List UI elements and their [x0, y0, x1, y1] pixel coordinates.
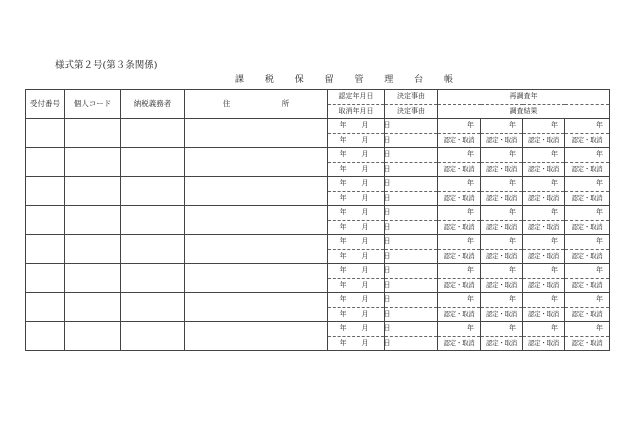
re-survey-year-cell: 年 [438, 206, 481, 221]
year-label: 年 [339, 280, 347, 289]
survey-result-cell: 認定・取消 [565, 162, 610, 177]
re-survey-year-cell: 年 [481, 293, 523, 308]
survey-result-cell: 認定・取消 [523, 307, 565, 322]
personal-code-cell [65, 206, 121, 235]
receipt-no-cell [26, 235, 65, 264]
cancel-date-cell [328, 336, 391, 351]
address-cell [185, 322, 328, 351]
survey-result-cell: 認定・取消 [438, 307, 481, 322]
survey-result-cell: 認定・取消 [523, 133, 565, 148]
ledger-row-upper [26, 119, 610, 134]
tax-suspension-ledger-table [25, 89, 610, 351]
re-survey-year-cell: 年 [481, 322, 523, 337]
year-label: 年 [339, 251, 347, 260]
survey-result-cell: 認定・取消 [438, 133, 481, 148]
day-label: 日 [383, 280, 391, 289]
taxpayer-cell [121, 119, 185, 148]
survey-result-cell: 認定・取消 [438, 162, 481, 177]
re-survey-year-cell: 年 [565, 235, 610, 250]
re-survey-year-cell: 年 [438, 293, 481, 308]
document-title: 課 税 保 留 管 理 台 帳 [235, 75, 463, 85]
address-cell [185, 206, 328, 235]
taxpayer-cell [121, 206, 185, 235]
re-survey-year-cell: 年 [565, 119, 610, 134]
personal-code-cell [65, 119, 121, 148]
survey-result-cell: 認定・取消 [565, 191, 610, 206]
year-label: 年 [339, 309, 347, 318]
ledger-row-upper [26, 235, 610, 250]
approval-date-cell [328, 235, 391, 250]
re-survey-year-cell: 年 [523, 177, 565, 192]
personal-code-cell [65, 293, 121, 322]
taxpayer-cell [121, 235, 185, 264]
approval-date-cell [328, 148, 391, 163]
survey-result-cell: 認定・取消 [481, 191, 523, 206]
header-cancel-date: 取消年月日 [328, 104, 385, 119]
header-row-1 [26, 90, 610, 105]
re-survey-year-cell: 年 [438, 235, 481, 250]
header-receipt-no: 受付番号 [26, 90, 65, 119]
year-label: 年 [339, 179, 347, 188]
re-survey-year-cell: 年 [523, 264, 565, 279]
receipt-no-cell [26, 293, 65, 322]
re-survey-year-cell: 年 [565, 264, 610, 279]
year-label: 年 [339, 338, 347, 347]
day-label: 日 [383, 237, 391, 246]
month-label: 月 [361, 164, 369, 173]
ledger-row-upper [26, 322, 610, 337]
re-survey-year-cell: 年 [481, 177, 523, 192]
year-label: 年 [339, 121, 347, 130]
day-label: 日 [383, 266, 391, 275]
survey-result-cell: 認定・取消 [523, 249, 565, 264]
survey-result-cell: 認定・取消 [438, 220, 481, 235]
survey-result-cell: 認定・取消 [481, 278, 523, 293]
survey-result-cell: 認定・取消 [565, 307, 610, 322]
receipt-no-cell [26, 322, 65, 351]
address-cell [185, 148, 328, 177]
survey-result-cell: 認定・取消 [523, 336, 565, 351]
day-label: 日 [383, 164, 391, 173]
survey-result-cell: 認定・取消 [438, 249, 481, 264]
cancel-date-cell [328, 191, 391, 206]
receipt-no-cell [26, 119, 65, 148]
day-label: 日 [383, 309, 391, 318]
cancel-date-cell [328, 278, 391, 293]
re-survey-year-cell: 年 [565, 293, 610, 308]
day-label: 日 [383, 121, 391, 130]
cancel-date-cell [328, 307, 391, 322]
header-approval-date: 認定年月日 [328, 90, 385, 105]
month-label: 月 [361, 324, 369, 333]
header-decision-reason-2: 決定事由 [385, 104, 438, 119]
month-label: 月 [361, 266, 369, 275]
re-survey-year-cell: 年 [481, 119, 523, 134]
taxpayer-cell [121, 264, 185, 293]
day-label: 日 [383, 295, 391, 304]
personal-code-cell [65, 148, 121, 177]
survey-result-cell: 認定・取消 [481, 133, 523, 148]
re-survey-year-cell: 年 [565, 322, 610, 337]
day-label: 日 [383, 135, 391, 144]
survey-result-cell: 認定・取消 [438, 278, 481, 293]
cancel-date-cell [328, 249, 391, 264]
day-label: 日 [383, 208, 391, 217]
ledger-row-upper [26, 206, 610, 221]
cancel-date-cell [328, 220, 391, 235]
year-label: 年 [339, 237, 347, 246]
survey-result-cell: 認定・取消 [481, 220, 523, 235]
header-taxpayer: 納税義務者 [121, 90, 185, 119]
month-label: 月 [361, 338, 369, 347]
re-survey-year-cell: 年 [523, 119, 565, 134]
ledger-row-upper [26, 148, 610, 163]
year-label: 年 [339, 324, 347, 333]
taxpayer-cell [121, 322, 185, 351]
month-label: 月 [361, 251, 369, 260]
month-label: 月 [361, 179, 369, 188]
personal-code-cell [65, 322, 121, 351]
year-label: 年 [339, 193, 347, 202]
year-label: 年 [339, 150, 347, 159]
month-label: 月 [361, 309, 369, 318]
year-label: 年 [339, 222, 347, 231]
approval-date-cell [328, 293, 391, 308]
taxpayer-cell [121, 177, 185, 206]
survey-result-cell: 認定・取消 [523, 278, 565, 293]
survey-result-cell: 認定・取消 [523, 162, 565, 177]
re-survey-year-cell: 年 [481, 235, 523, 250]
re-survey-year-cell: 年 [438, 119, 481, 134]
day-label: 日 [383, 222, 391, 231]
personal-code-cell [65, 235, 121, 264]
year-label: 年 [339, 164, 347, 173]
year-label: 年 [339, 295, 347, 304]
survey-result-cell: 認定・取消 [481, 249, 523, 264]
month-label: 月 [361, 280, 369, 289]
survey-result-cell: 認定・取消 [565, 133, 610, 148]
re-survey-year-cell: 年 [523, 322, 565, 337]
month-label: 月 [361, 295, 369, 304]
cancel-date-cell [328, 162, 391, 177]
receipt-no-cell [26, 206, 65, 235]
survey-result-cell: 認定・取消 [565, 249, 610, 264]
survey-result-cell: 認定・取消 [565, 278, 610, 293]
taxpayer-cell [121, 148, 185, 177]
personal-code-cell [65, 264, 121, 293]
survey-result-cell: 認定・取消 [523, 220, 565, 235]
year-label: 年 [339, 266, 347, 275]
survey-result-cell: 認定・取消 [481, 162, 523, 177]
re-survey-year-cell: 年 [438, 322, 481, 337]
year-label: 年 [339, 135, 347, 144]
survey-result-cell: 認定・取消 [523, 191, 565, 206]
header-re-survey-year: 再調査年 [438, 90, 610, 105]
re-survey-year-cell: 年 [438, 177, 481, 192]
header-personal-code: 個人コード [65, 90, 121, 119]
survey-result-cell: 認定・取消 [481, 336, 523, 351]
ledger-row-upper [26, 264, 610, 279]
day-label: 日 [383, 324, 391, 333]
header-survey-result: 調査結果 [438, 104, 610, 119]
survey-result-cell: 認定・取消 [438, 191, 481, 206]
month-label: 月 [361, 208, 369, 217]
approval-date-cell [328, 206, 391, 221]
month-label: 月 [361, 135, 369, 144]
approval-date-cell [328, 119, 391, 134]
re-survey-year-cell: 年 [481, 206, 523, 221]
re-survey-year-cell: 年 [565, 177, 610, 192]
receipt-no-cell [26, 148, 65, 177]
re-survey-year-cell: 年 [438, 148, 481, 163]
address-cell [185, 264, 328, 293]
cancel-date-cell [328, 133, 391, 148]
month-label: 月 [361, 237, 369, 246]
re-survey-year-cell: 年 [438, 264, 481, 279]
survey-result-cell: 認定・取消 [438, 336, 481, 351]
survey-result-cell: 認定・取消 [481, 307, 523, 322]
address-cell [185, 119, 328, 148]
day-label: 日 [383, 338, 391, 347]
survey-result-cell: 認定・取消 [565, 336, 610, 351]
re-survey-year-cell: 年 [523, 206, 565, 221]
taxpayer-cell [121, 293, 185, 322]
approval-date-cell [328, 177, 391, 192]
approval-date-cell [328, 322, 391, 337]
month-label: 月 [361, 222, 369, 231]
re-survey-year-cell: 年 [481, 148, 523, 163]
re-survey-year-cell: 年 [523, 148, 565, 163]
address-cell [185, 235, 328, 264]
address-cell [185, 177, 328, 206]
approval-date-cell [328, 264, 391, 279]
header-decision-reason: 決定事由 [385, 90, 438, 105]
day-label: 日 [383, 251, 391, 260]
re-survey-year-cell: 年 [523, 235, 565, 250]
receipt-no-cell [26, 264, 65, 293]
day-label: 日 [383, 150, 391, 159]
re-survey-year-cell: 年 [481, 264, 523, 279]
header-address: 住 所 [185, 90, 328, 119]
form-number: 様式第２号(第３条関係) [55, 60, 158, 71]
month-label: 月 [361, 150, 369, 159]
survey-result-cell: 認定・取消 [565, 220, 610, 235]
day-label: 日 [383, 193, 391, 202]
month-label: 月 [361, 121, 369, 130]
ledger-row-upper [26, 177, 610, 192]
address-cell [185, 293, 328, 322]
re-survey-year-cell: 年 [565, 148, 610, 163]
receipt-no-cell [26, 177, 65, 206]
re-survey-year-cell: 年 [523, 293, 565, 308]
day-label: 日 [383, 179, 391, 188]
re-survey-year-cell: 年 [565, 206, 610, 221]
ledger-row-upper [26, 293, 610, 308]
month-label: 月 [361, 193, 369, 202]
personal-code-cell [65, 177, 121, 206]
year-label: 年 [339, 208, 347, 217]
